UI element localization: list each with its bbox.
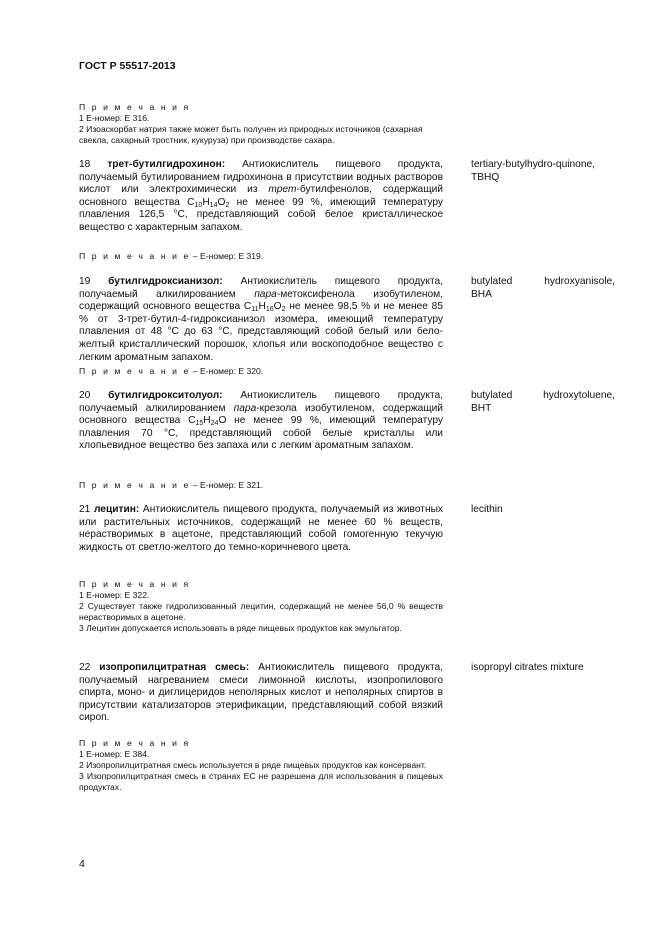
term-entry-20 <box>79 390 443 453</box>
term-entry-22 <box>79 662 443 725</box>
term-number: 20 <box>79 390 91 401</box>
term-definition: Антиокислитель пищевого продукта, получаемый бутилированием гидрохинона в присутствии водных растворов кислот или электрохимически из <box>79 159 443 196</box>
english-term-21: lecithin <box>471 504 503 515</box>
term-entry-19 <box>79 276 443 364</box>
formula-subscript: 2 <box>281 306 286 314</box>
term-definition: Антиокислитель пищевого продукта, получаемый из животных или растительных источников, содержащий не менее 60 % веществ, нерастворимых в ацетоне, представляющий собой гомогенную текучую жидкость от светло-желтого до темно-коричневого цвета. <box>79 504 443 553</box>
term-name: лецитин: <box>93 504 140 515</box>
formula-subscript: 14 <box>209 201 218 209</box>
term-entry-21 <box>79 504 443 554</box>
notes-title: П р и м е ч а н и я <box>79 738 191 748</box>
term-definition: не менее 98,5 % и не менее 85 % от 3-трет-бутил-4-гидроксианизол изомера, имеющий температуру плавления от 48 °С до 63 °С, представляющий собой белый или бело-желтый кристаллический порошок, хлопья или воскоподобное вещество с легким ароматным запахом. <box>79 301 443 363</box>
formula-subscript: 2 <box>225 201 230 209</box>
notes-22 <box>79 738 443 793</box>
english-term-line: butylated hydroxyanisole, <box>471 276 615 287</box>
note-label: П р и м е ч а н и е <box>79 251 191 261</box>
notes-21 <box>79 579 443 634</box>
note-18 <box>79 251 443 262</box>
term-definition: Антиокислитель пищевого продукта, получаемый алкилированием <box>79 276 443 300</box>
note-line: 2 Изопропилцитратная смесь используется в ряде пищевых продуктов как консервант. <box>79 760 427 770</box>
term-italic: пара <box>233 402 257 414</box>
term-name: трет-бутилгидрохинон: <box>107 159 226 170</box>
english-term-abbr: BHA <box>471 288 492 300</box>
notes-title: П р и м е ч а н и я <box>79 102 191 112</box>
english-term-22: isopropyl citrates mixture <box>471 662 584 673</box>
term-definition: Антиокислитель пищевого продукта, получаемый нагреванием смеси лимонной кислоты, изопропилового спирта, моно- и диглицеридов неполярных кислот и неполярных спиртов в присутствии катализаторов этерификации, представляющий собой вязкий сироп. <box>79 662 444 724</box>
note-20 <box>79 480 443 491</box>
note-label: П р и м е ч а н и е <box>79 366 191 376</box>
english-term-20 <box>471 390 615 415</box>
term-number: 19 <box>79 276 91 287</box>
term-definition: O не менее 99 %, имеющий температуру плавления 70 °С, представляющий собой белые кристаллы или хлопьевидное вещество без запаха или с легким ароматным запахом. <box>79 415 443 452</box>
note-text: – Е-номер: Е 321. <box>190 480 264 490</box>
note-line: 1 Е-номер: Е 322. <box>79 590 150 600</box>
formula-subscript: 11 <box>251 306 259 314</box>
term-entry-18 <box>79 159 443 235</box>
term-definition: не менее 99 %, имеющий температуру плавления 126,5 °С, представляющий собой белое кристаллическое вещество с характерным запахом. <box>79 196 443 233</box>
term-definition: -метоксифенола изобутиленом, содержащий основного вещества C <box>79 288 443 313</box>
term-definition: -бутилфенолов, содержащий основного вещества C <box>79 184 443 208</box>
formula-subscript: 15 <box>195 420 204 428</box>
term-name: изопропилцитратная смесь: <box>99 662 250 673</box>
term-definition: H <box>258 301 266 313</box>
note-line: 2 Изоаскорбат натрия также может быть получен из природных источников (сахарная свекла, сахарный тростник, кукуруза) при производстве сахара. <box>79 124 423 145</box>
term-italic: пара <box>254 288 277 300</box>
english-term-19 <box>471 276 615 301</box>
note-text: – Е-номер: Е 319. <box>190 251 264 261</box>
note-line: 1 Е-номер: Е 384. <box>79 749 150 759</box>
term-number: 22 <box>79 662 91 673</box>
formula-subscript: 24 <box>210 420 219 428</box>
term-definition: O <box>217 196 226 208</box>
english-term-18: tertiary-butylhydro-quinone, TBHQ <box>471 159 596 183</box>
note-line: 3 Лецитин допускается использовать в ряде пищевых продуктов как эмульгатор. <box>79 623 402 633</box>
term-definition: O <box>273 301 282 313</box>
formula-subscript: 16 <box>265 306 274 314</box>
note-label: П р и м е ч а н и е <box>79 480 191 490</box>
page-number: 4 <box>79 858 85 870</box>
notes-title: П р и м е ч а н и я <box>79 579 191 589</box>
term-number: 18 <box>79 159 91 170</box>
formula-subscript: 10 <box>194 201 203 209</box>
note-text: – Е-номер: Е 320. <box>190 366 264 376</box>
term-definition: H <box>202 196 210 208</box>
note-line: 1 Е-номер: Е 316. <box>79 113 150 123</box>
english-term-line: butylated hydroxytoluene, <box>471 390 615 401</box>
term-name: бутилгидрокситолуол: <box>108 390 223 401</box>
term-definition: H <box>203 415 211 427</box>
document-header: ГОСТ Р 55517-2013 <box>79 60 176 72</box>
term-name: бутилгидроксианизол: <box>108 276 223 287</box>
note-line: 3 Изопропилцитратная смесь в странах ЕС не разрешена для использования в пищевых продуктах. <box>79 771 443 792</box>
term-italic: трет <box>268 184 297 196</box>
note-19 <box>79 366 443 377</box>
english-term-abbr: BHT <box>471 402 492 414</box>
term-definition: -крезола изобутиленом, содержащий основного вещества C <box>79 402 443 427</box>
notes-top <box>79 102 443 146</box>
term-definition: Антиокислитель пищевого продукта, получаемый алкилированием <box>79 390 443 414</box>
term-number: 21 <box>79 504 91 515</box>
note-line: 2 Существует также гидролизованный лецитин, содержащий не менее 56,0 % веществ нерастворимых в ацетоне. <box>79 601 443 622</box>
